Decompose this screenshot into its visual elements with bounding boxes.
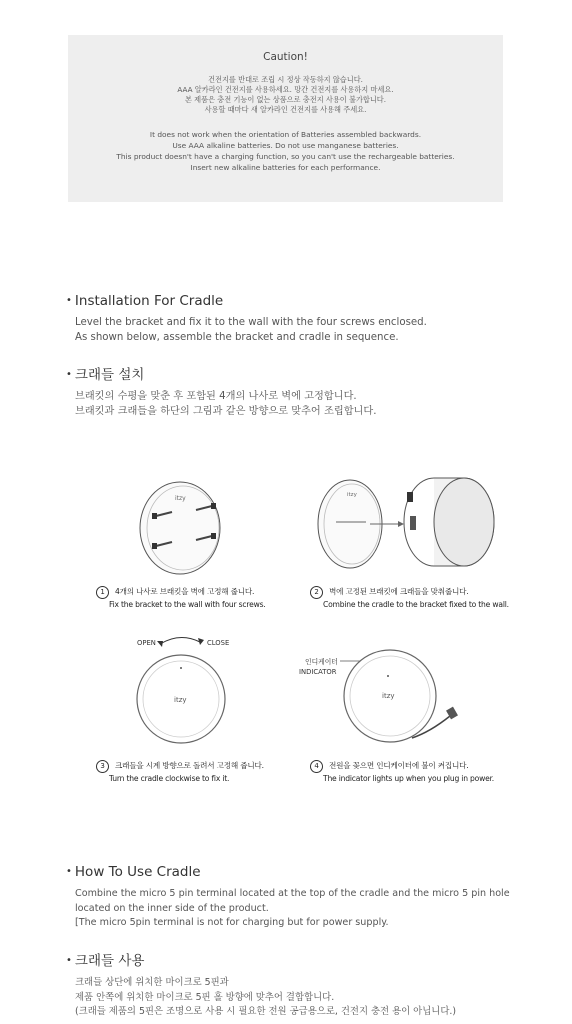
text-line: located on the inner side of the product.	[75, 902, 269, 914]
step-en-text: The indicator lights up when you plug in power.	[323, 774, 495, 783]
step-number-badge: 2	[310, 586, 323, 599]
installation-ko-text	[75, 390, 526, 419]
step-number-badge: 4	[310, 760, 323, 773]
installation-en-section	[66, 292, 526, 345]
installation-ko-heading: • 크래들 설치	[66, 367, 145, 383]
text-line: 크래들 상단에 위치한 마이크로 5핀과	[75, 977, 229, 988]
caution-ko-line: 본 제품은 충전 기능이 없는 상품으로 충전지 사용이 불가합니다.	[184, 95, 387, 104]
installation-en-heading: • Installation For Cradle	[66, 293, 224, 309]
installation-ko-section	[66, 366, 526, 419]
caution-title: Caution!	[263, 51, 308, 63]
howto-en-text	[75, 887, 536, 931]
cradle-logo: itzy	[382, 692, 395, 700]
caution-en-line: Insert new alkaline batteries for each performance.	[190, 163, 381, 172]
caution-ko-line: 건전지를 반대로 조립 시 정상 작동하지 않습니다.	[208, 75, 363, 84]
howto-ko-section	[66, 952, 546, 1020]
step-3-caption	[96, 760, 264, 785]
rotate-cradle-illustration	[130, 628, 242, 752]
step-en-text: Combine the cradle to the bracket fixed to the wall.	[323, 600, 509, 609]
text-line: Combine the micro 5 pin terminal located at the top of the cradle and the micro 5 pin hole	[75, 888, 510, 899]
text-line: 브래킷과 크래들을 하단의 그림과 같은 방향으로 맞추어 조립합니다.	[75, 405, 377, 417]
text-line: 브래킷의 수평을 맞춘 후 포함된 4개의 나사로 벽에 고정합니다.	[75, 391, 357, 402]
caution-box	[68, 35, 503, 202]
text-line: As shown below, assemble the bracket and cradle in sequence.	[75, 331, 399, 343]
howto-ko-heading: • 크래들 사용	[66, 953, 145, 969]
bracket-logo: itzy	[175, 495, 186, 502]
howto-ko-text	[75, 976, 546, 1020]
caution-ko-line: 사용할 때마다 새 알카라인 건전지를 사용해 주세요.	[204, 105, 367, 114]
text-line: (크래들 제품의 5핀은 조명으로 사용 시 필요한 전원 공급용으로, 건전지 충전 용이 아닙니다.)	[75, 1006, 457, 1017]
step-number-badge: 1	[96, 586, 109, 599]
step-ko-text: 벽에 고정된 브래킷에 크래들을 맞춰줍니다.	[329, 587, 469, 596]
step-en-text: Turn the cradle clockwise to fix it.	[109, 774, 230, 783]
step-en-text: Fix the bracket to the wall with four screws.	[109, 600, 266, 609]
bracket-logo: itzy	[347, 492, 357, 498]
howto-en-section	[66, 863, 536, 931]
indicator-illustration	[300, 640, 470, 756]
step-ko-text: 전원을 꽂으면 인디케이터에 불이 켜집니다.	[329, 761, 469, 770]
caution-ko-line: AAA 알카라인 건전지를 사용하세요. 망간 건전지를 사용하지 마세요.	[177, 85, 394, 94]
step-number-badge: 3	[96, 760, 109, 773]
howto-en-heading: • How To Use Cradle	[66, 864, 201, 880]
text-line: 제품 안쪽에 위치한 마이크로 5핀 홀 방향에 맞추어 결합합니다.	[75, 991, 335, 1003]
step-2-caption	[310, 586, 509, 611]
bracket-screws-illustration	[120, 478, 230, 578]
open-label: OPEN	[137, 639, 156, 647]
step-ko-text: 4개의 나사로 브래킷을 벽에 고정해 줍니다.	[115, 587, 255, 596]
caution-en-line: Use AAA alkaline batteries. Do not use manganese batteries.	[172, 141, 399, 150]
text-line: [The micro 5pin terminal is not for charging but for power supply.	[75, 917, 389, 928]
step-1-caption	[96, 586, 266, 611]
installation-en-text	[75, 316, 526, 345]
text-line: Level the bracket and fix it to the wall with the four screws enclosed.	[75, 317, 427, 328]
close-label: CLOSE	[207, 639, 230, 647]
cradle-bracket-illustration	[314, 472, 499, 572]
indicator-ko-label: 인디케이터	[305, 658, 338, 666]
step-ko-text: 크래들을 시계 방향으로 돌려서 고정해 줍니다.	[115, 761, 264, 770]
indicator-en-label: INDICATOR	[299, 668, 337, 676]
caution-korean-text	[68, 75, 503, 115]
caution-english-text	[68, 129, 503, 173]
caution-en-line: It does not work when the orientation of Batteries assembled backwards.	[149, 130, 422, 139]
caution-en-line: This product doesn't have a charging function, so you can't use the rechargeable batteries.	[116, 152, 455, 161]
step-4-caption	[310, 760, 494, 785]
cradle-logo: itzy	[174, 696, 187, 704]
